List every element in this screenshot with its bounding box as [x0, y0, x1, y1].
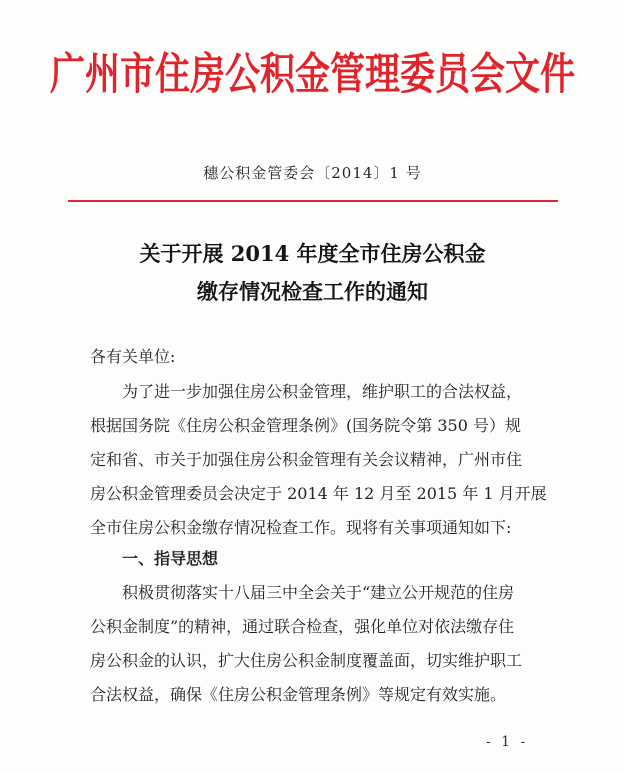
page-number: - 1 - [486, 734, 529, 750]
document-number: 穗公积金管委会〔2014〕1 号 [203, 164, 422, 182]
notice-title-line-2: 缴存情况检查工作的通知 [197, 279, 428, 304]
paragraph-1-line-4: 房公积金管理委员会决定于 2014 年 12 月至 2015 年 1 月开展 [90, 484, 547, 503]
paragraph-1-line-2: 根据国务院《住房公积金管理条例》(国务院令第 350 号）规 [90, 416, 521, 435]
paragraph-1-line-3: 定和省、市关于加强住房公积金管理有关会议精神，广州市住 [90, 450, 523, 469]
salutation: 各有关单位: [90, 347, 176, 366]
paragraph-2-line-2: 公积金制度”的精神，通过联合检查，强化单位对依法缴存住 [90, 617, 515, 636]
issuing-authority-title: 广州市住房公积金管理委员会文件 [49, 50, 575, 100]
paragraph-2-line-4: 合法权益，确保《住房公积金管理条例》等规定有效实施。 [90, 685, 507, 704]
paragraph-1-line-1: 为了进一步加强住房公积金管理，维护职工的合法权益， [122, 382, 523, 401]
paragraph-1-line-5: 全市住房公积金缴存情况检查工作。现将有关事项通知如下: [90, 518, 512, 537]
notice-title-line-1: 关于开展 2014 年度全市住房公积金 [139, 241, 486, 266]
red-divider-line [68, 200, 558, 202]
section-heading-guiding-ideology: 一、指导思想 [122, 549, 219, 568]
paragraph-2-line-3: 房公积金的认识，扩大住房公积金制度覆盖面，切实维护职工 [90, 651, 523, 670]
paragraph-2-line-1: 积极贯彻落实十八届三中全会关于“建立公开规范的住房 [122, 583, 515, 602]
